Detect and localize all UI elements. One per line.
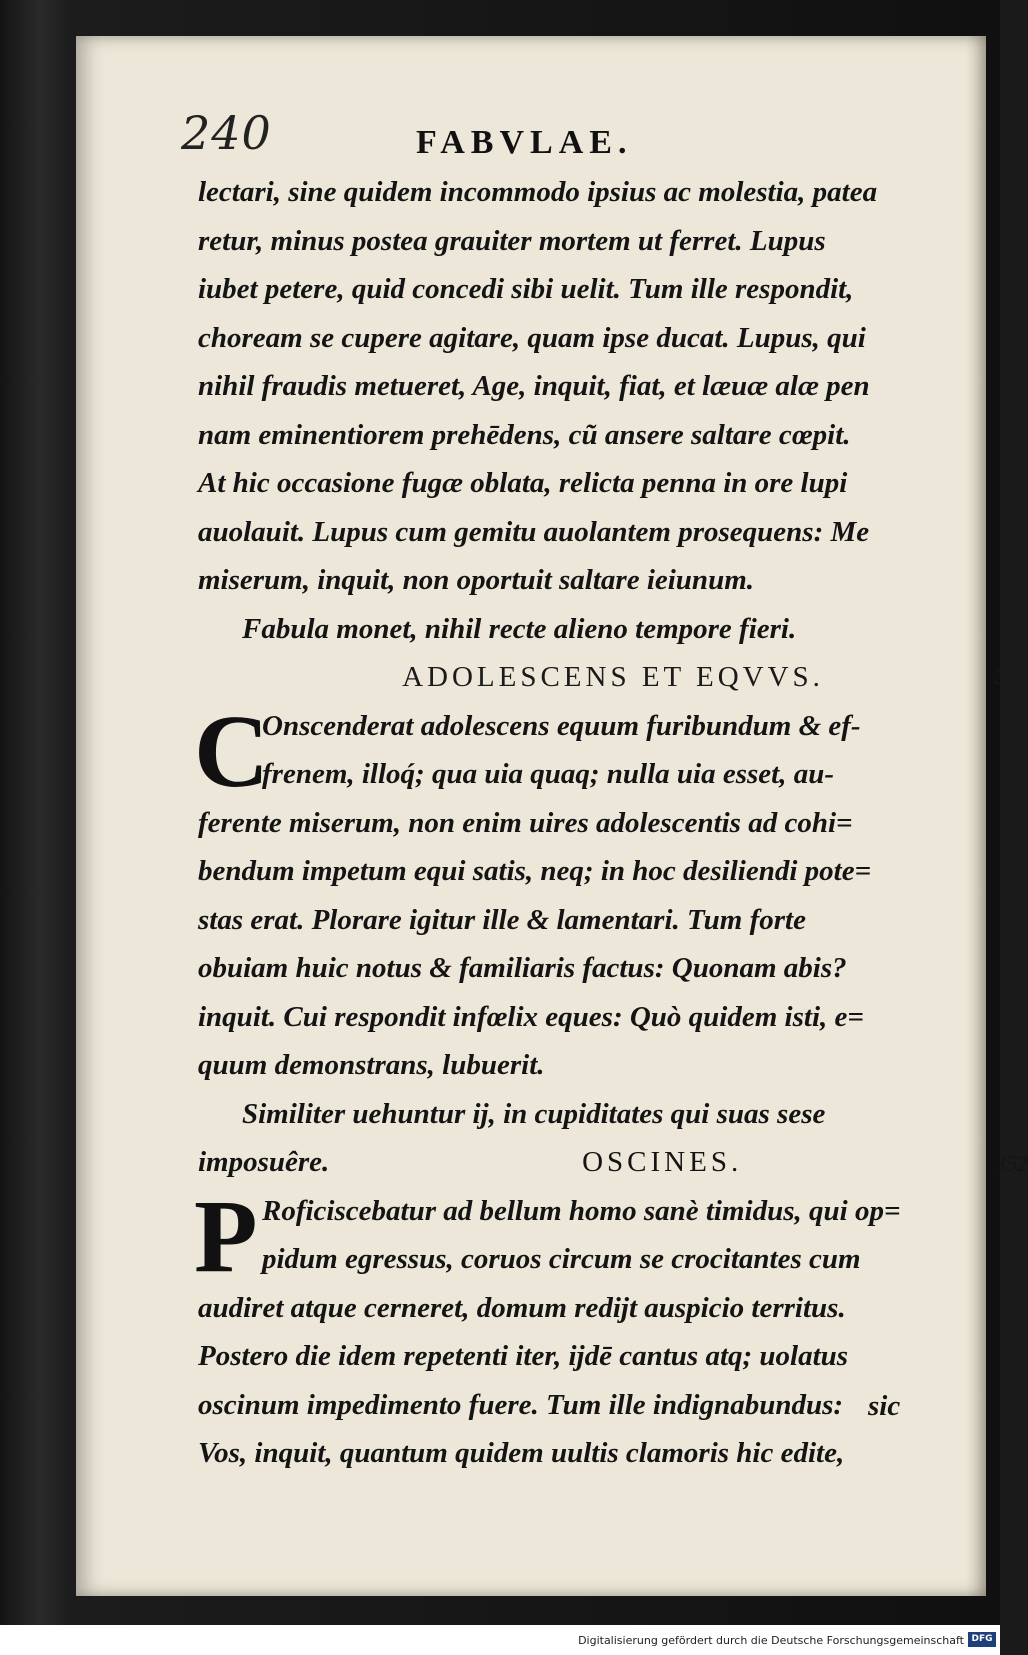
catchword: sic (868, 1390, 901, 1422)
text-line: auolauit. Lupus cum gemitu auolantem prosequens: Me (198, 515, 870, 548)
text-line: Postero die idem repetenti iter, ijdē cantus atq; uolatus (198, 1340, 849, 1372)
fable-moral: Fabula monet, nihil recte alieno tempore fieri. (242, 612, 797, 645)
page-text (194, 168, 1028, 1478)
text-line: oscinum impedimento fuere. Tum ille indignabundus: (198, 1388, 844, 1421)
text-line: miserum, inquit, non oportuit saltare ieiunum. (198, 564, 754, 596)
fable-heading (198, 1138, 1028, 1187)
text-line: choream se cupere agitare, quam ipse ducat. Lupus, qui (198, 321, 866, 354)
text-line: obuiam huic notus & familiaris factus: Quonam abis? (198, 952, 847, 984)
fable-body (194, 693, 1028, 1090)
drop-cap-initial: C (194, 693, 270, 809)
text-line: bendum impetum equi satis, neq; in hoc desiliendi pote= (198, 855, 872, 887)
drop-cap-initial: P (194, 1178, 258, 1294)
text-line: lectari, sine quidem incommodo ipsius ac molestia, patea (198, 176, 878, 208)
text-line: stas erat. Plorare igitur ille & lamentari. Tum forte (198, 903, 806, 936)
text-line: Roficiscebatur ad bellum homo sanè timidus, qui op= (262, 1194, 901, 1227)
fable-title: ADOLESCENS ET EQVVS. (402, 661, 824, 693)
text-line: ferente miserum, non enim uires adolescentis ad cohi= (198, 806, 853, 839)
text-line: iubet petere, quid concedi sibi uelit. Tum ille respondit, (198, 273, 854, 305)
text-line: Vos, inquit, quantum quidem uultis clamoris hic edite, (198, 1437, 845, 1469)
fable-heading (198, 653, 1028, 702)
text-line: retur, minus postea grauiter mortem ut ferret. Lupus (198, 224, 826, 257)
fable-number: 351 (995, 664, 1028, 689)
fable-moral: Similiter uehuntur ij, in cupiditates qui suas sese (242, 1097, 826, 1130)
fable-number: 352 (994, 1151, 1028, 1176)
text-line: pidum egressus, coruos circum se crocitantes cum (262, 1243, 861, 1275)
fable-body (194, 1178, 1028, 1478)
page-number: 240 (181, 106, 272, 160)
moral-end: imposuêre. (198, 1146, 330, 1178)
text-line: inquit. Cui respondit infœlix eques: Quò quidem isti, e= (198, 1000, 864, 1033)
text-line: nihil fraudis metueret, Age, inquit, fiat, et læuæ alæ pen (198, 370, 870, 402)
text-line: audiret atque cerneret, domum redijt auspicio territus. (198, 1291, 846, 1324)
dfg-logo-icon: DFG (968, 1632, 996, 1647)
text-line: At hic occasione fugæ oblata, relicta penna in ore lupi (198, 467, 848, 499)
running-head: FABVLAE. (416, 124, 633, 161)
fable-title: OSCINES. (582, 1146, 743, 1178)
text-line: nam eminentiorem prehēdens, cũ ansere saltare cœpit. (198, 418, 851, 451)
text-line: Onscenderat adolescens equum furibundum & ef- (262, 709, 861, 742)
funding-credit: Digitalisierung gefördert durch die Deutsche Forschungsgemeinschaft (578, 1634, 964, 1647)
text-line: frenem, illoq́; qua uia quaq; nulla uia esset, au- (262, 758, 835, 790)
footer-bar (0, 1625, 1000, 1655)
text-line: quum demonstrans, lubuerit. (198, 1049, 545, 1081)
